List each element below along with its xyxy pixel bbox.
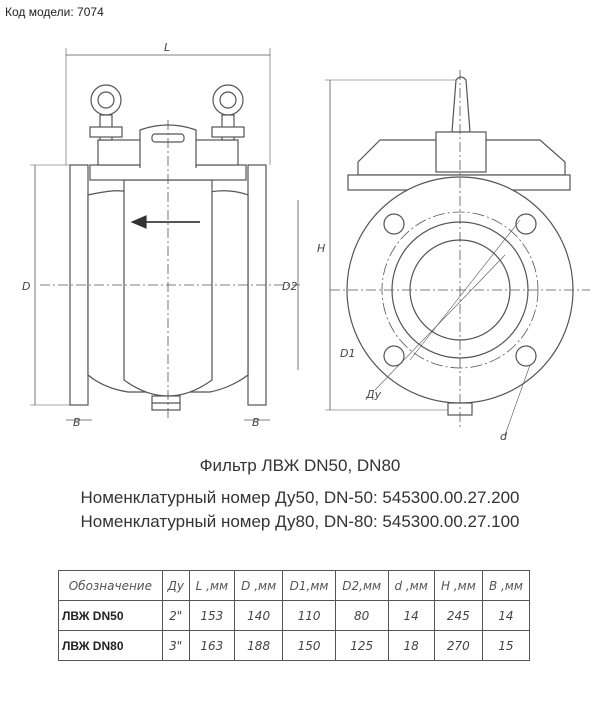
col-header: D ,мм [235,571,283,601]
model-code-label: Код модели: 7074 [5,5,104,19]
dim-B-right: B [252,416,260,429]
col-header: B ,мм [482,571,529,601]
table-cell: 2" [162,601,189,631]
dim-L: L [164,41,171,54]
table-row [59,601,530,631]
table-cell: 150 [283,631,336,661]
table-cell: 125 [335,631,388,661]
dim-D2: D2 [282,280,298,293]
table-cell: 270 [434,631,482,661]
dim-D1: D1 [340,347,356,360]
dim-B-left: B [73,416,81,429]
col-header: d ,мм [388,571,434,601]
dim-H: H [317,242,326,255]
table-cell: 80 [335,601,388,631]
nomenclature-line-2: Номенклатурный номер Ду80, DN-80: 545300.00.27.100 [80,512,520,531]
dim-d: d [500,430,507,443]
table-cell: 140 [235,601,283,631]
col-header: Ду [162,571,189,601]
col-header: L ,мм [189,571,234,601]
dim-Dy: Ду [366,388,382,401]
table-header-row [59,571,530,601]
col-header: Обозначение [59,571,163,601]
table-cell: ЛВЖ DN50 [59,601,163,631]
spec-table [58,570,530,661]
table-cell: 18 [388,631,434,661]
table-cell: 3" [162,631,189,661]
eye-bolt-right [213,85,243,115]
table-cell: 163 [189,631,234,661]
table-cell: 15 [482,631,529,661]
table-cell: 153 [189,601,234,631]
table-cell: 245 [434,601,482,631]
col-header: H ,мм [434,571,482,601]
table-cell: 14 [388,601,434,631]
dim-D: D [22,280,31,293]
nomenclature-line-1: Номенклатурный номер Ду50, DN-50: 545300.00.27.200 [80,488,520,507]
front-handle [452,77,470,132]
caption-title: Фильтр ЛВЖ DN50, DN80 [199,456,401,475]
table-cell: ЛВЖ DN80 [59,631,163,661]
table-cell: 14 [482,601,529,631]
col-header: D1,мм [283,571,336,601]
table-row [59,631,530,661]
table-cell: 188 [235,631,283,661]
eye-bolt-left [91,85,121,115]
col-header: D2,мм [335,571,388,601]
table-cell: 110 [283,601,336,631]
